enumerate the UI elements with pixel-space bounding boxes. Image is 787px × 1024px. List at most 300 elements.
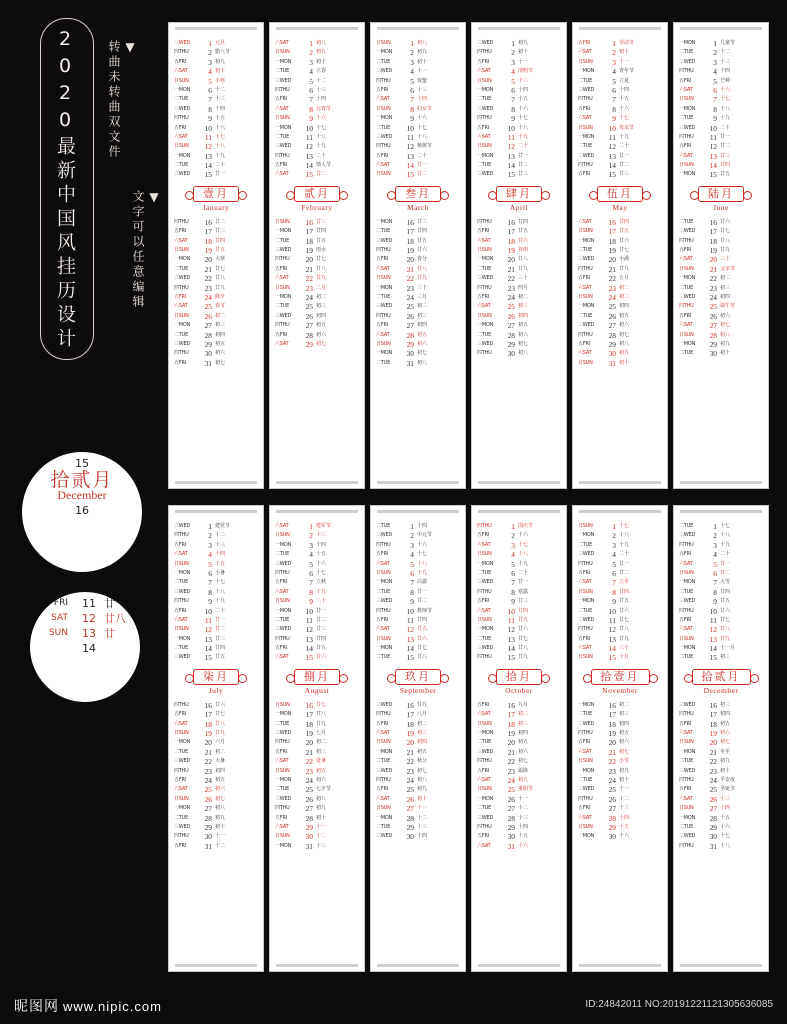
day-row (376, 729, 460, 738)
lunar-label: 初四 (518, 313, 528, 319)
lunar-label: 十二 (720, 49, 730, 56)
day-row (174, 48, 258, 57)
lunar-label: 十八 (619, 532, 629, 539)
day-row (679, 635, 763, 644)
lunar-label: 十七 (518, 542, 528, 548)
day-row (275, 842, 359, 851)
lunar-label: 廿七 (619, 247, 629, 253)
day-row (174, 757, 258, 766)
day-row (679, 152, 763, 161)
day-number: 24 (608, 292, 616, 302)
day-row (275, 550, 359, 559)
day-number: 11 (204, 615, 212, 625)
day-number: 6 (309, 85, 313, 95)
day-row (376, 720, 460, 729)
weekday-label: 五FRI (477, 532, 489, 539)
month-name-en: January (202, 202, 230, 212)
weekday-label: 三WED (174, 589, 191, 595)
weekday-label: 日SUN (376, 341, 391, 347)
lunar-label: 十四 (619, 814, 629, 821)
day-number: 31 (204, 841, 212, 851)
lunar-label: 廿九 (215, 730, 225, 736)
day-number: 15 (204, 170, 212, 180)
lunar-label: 廿六 (720, 607, 730, 614)
day-row (275, 67, 359, 76)
day-number: 21 (305, 747, 313, 757)
lunar-label: 大寒 (215, 256, 225, 263)
lunar-label: 廿七 (417, 645, 427, 651)
day-row (679, 653, 763, 662)
month-banner (275, 184, 359, 215)
lunar-label: 妇女节 (417, 106, 432, 112)
day-number: 8 (511, 587, 515, 597)
day-row (679, 349, 763, 358)
weekday-label: 四THU (679, 542, 694, 548)
weekday-label: 一MON (679, 275, 696, 282)
day-number: 28 (305, 813, 313, 823)
weekday-label: 五FRI (679, 143, 691, 150)
day-row (578, 635, 662, 644)
lunar-label: 初六 (619, 739, 629, 746)
day-number: 30 (507, 349, 515, 359)
lunar-label: 廿五 (215, 654, 225, 661)
month-name-en: June (713, 202, 729, 212)
day-number: 2 (410, 48, 414, 58)
day-number: 1 (713, 522, 717, 531)
lunar-label: 初三 (316, 749, 326, 755)
day-row (578, 625, 662, 634)
lunar-label: 廿五 (518, 228, 528, 235)
day-row (376, 246, 460, 255)
weekday-label: 日SUN (174, 796, 189, 802)
day-number: 17 (305, 227, 313, 237)
day-row (376, 114, 460, 123)
lunar-label: 寒露 (518, 589, 528, 595)
weekday-label: 五FRI (174, 542, 186, 548)
day-row (376, 39, 460, 48)
day-row (174, 625, 258, 634)
weekday-label: 二TUE (578, 77, 593, 84)
lunar-label: 廿一 (417, 589, 427, 595)
weekday-label: 一MON (174, 87, 191, 93)
lunar-label: 二十 (518, 570, 528, 576)
lunar-label: 腊八节 (215, 49, 230, 56)
day-row (477, 832, 561, 841)
lunar-label: 初七 (518, 758, 528, 765)
lunar-label: 三十 (518, 275, 528, 282)
day-row (275, 161, 359, 170)
day-row (578, 359, 662, 368)
lunar-label: 建党节 (215, 523, 230, 529)
strip-top-bar (175, 510, 257, 513)
day-number: 27 (305, 804, 313, 814)
weekday-label: 一MON (578, 303, 595, 310)
weekday-label: 五FRI (376, 617, 388, 623)
day-row (376, 653, 460, 662)
lunar-label: 十三 (720, 796, 730, 802)
weekday-label: 三WED (376, 767, 393, 774)
day-number: 12 (709, 625, 717, 635)
day-number: 4 (309, 67, 313, 77)
weekday-label: 五FRI (578, 171, 590, 178)
lunar-label: 初十 (518, 49, 528, 56)
month-strip (269, 22, 365, 489)
day-number: 16 (406, 217, 414, 227)
day-row (679, 560, 763, 569)
triangle-icon: ▼ (123, 40, 137, 57)
day-number: 28 (709, 330, 717, 340)
lunar-label: 廿二 (720, 570, 730, 576)
day-number: 25 (406, 302, 414, 312)
weekday-label: 三WED (679, 833, 696, 840)
day-number: 6 (208, 568, 212, 578)
day-row (275, 588, 359, 597)
weekday-label: 一MON (275, 294, 292, 300)
weekday-label: 日SUN (578, 824, 593, 830)
lunar-label: 初四 (518, 730, 528, 736)
day-number: 8 (612, 104, 616, 114)
day-number: 30 (507, 832, 515, 842)
day-row (376, 597, 460, 606)
day-number: 27 (709, 321, 717, 331)
weekday-label: 五FRI (578, 635, 590, 642)
month-banner (477, 184, 561, 215)
day-number: 7 (208, 95, 212, 105)
day-row (376, 255, 460, 264)
day-number: 22 (406, 274, 414, 284)
lunar-label: 十三 (215, 96, 225, 103)
lunar-label: 廿五 (316, 237, 326, 244)
day-number: 2 (713, 48, 717, 58)
weekday-label: 五FRI (578, 570, 590, 576)
lunar-label: 十三 (316, 87, 326, 93)
day-number: 20 (709, 255, 717, 265)
preview-lunar (104, 641, 130, 656)
day-number: 1 (309, 522, 313, 531)
weekday-label: 三WED (174, 523, 191, 529)
weekday-label: 日SUN (275, 767, 290, 774)
day-number: 9 (208, 114, 212, 124)
lunar-label: 初八 (417, 777, 427, 783)
lunar-label: 廿六 (720, 219, 730, 225)
day-row (174, 39, 258, 48)
weekday-label: 四THU (376, 711, 391, 718)
day-row (477, 644, 561, 653)
weekday-label: 二TUE (376, 523, 391, 529)
day-row (578, 227, 662, 236)
weekday-label: 五FRI (275, 331, 287, 338)
day-number: 19 (305, 246, 313, 256)
day-row (679, 767, 763, 776)
day-row (376, 616, 460, 625)
day-row (679, 340, 763, 349)
day-row (578, 58, 662, 67)
day-row (376, 48, 460, 57)
day-number: 17 (305, 710, 313, 720)
day-row (275, 560, 359, 569)
weekday-label: 日SUN (477, 247, 492, 253)
day-number: 20 (507, 255, 515, 265)
lunar-label: 初九 (215, 59, 225, 65)
day-row (679, 48, 763, 57)
weekday-label: 二TUE (376, 59, 391, 65)
weekday-label: 二TUE (477, 162, 492, 168)
day-row (275, 569, 359, 578)
day-number: 24 (305, 775, 313, 785)
lunar-label: 初六 (417, 341, 427, 347)
day-number: 26 (204, 794, 212, 804)
lunar-label: 廿二 (316, 171, 326, 178)
lunar-label: 廿一 (619, 560, 629, 567)
day-number: 12 (406, 142, 414, 152)
weekday-label: 一MON (376, 350, 393, 357)
month-name-cn: 伍月 (597, 186, 643, 202)
days-before (679, 39, 763, 180)
day-row (376, 359, 460, 368)
lunar-label: 七月 (316, 730, 326, 736)
day-row (174, 776, 258, 785)
lunar-label: 立春 (316, 68, 326, 74)
day-number: 14 (204, 161, 212, 171)
lunar-label: 初九 (518, 40, 528, 46)
day-row (578, 776, 662, 785)
day-number: 17 (406, 710, 414, 720)
day-row (174, 227, 258, 236)
weekday-label: 三WED (174, 654, 191, 661)
month-name-cn: 拾贰月 (692, 669, 751, 685)
weekday-label: 二TUE (679, 589, 694, 595)
day-number: 18 (709, 719, 717, 729)
lunar-label: 廿四 (417, 617, 427, 623)
day-number: 18 (305, 719, 313, 729)
weekday-label: 六SAT (376, 796, 390, 802)
days-before (275, 39, 359, 180)
day-row (578, 321, 662, 330)
day-number: 24 (305, 292, 313, 302)
day-number: 27 (709, 804, 717, 814)
lunar-label: 廿七 (215, 711, 225, 718)
lunar-label: 廿九 (619, 266, 629, 272)
day-row (578, 152, 662, 161)
weekday-label: 一MON (376, 814, 393, 821)
lunar-label: 十月 (619, 654, 629, 661)
day-number: 9 (410, 597, 414, 607)
day-number: 8 (208, 587, 212, 597)
lunar-label: 十九 (215, 598, 225, 604)
day-row (477, 67, 561, 76)
weekday-label: 二TUE (174, 814, 189, 821)
day-number: 26 (507, 794, 515, 804)
day-row (275, 58, 359, 67)
lunar-label: 初七 (316, 341, 326, 347)
lunar-label: 初七 (215, 360, 225, 366)
day-number: 23 (305, 766, 313, 776)
lunar-label: 初十 (417, 796, 427, 802)
lunar-label: 十五 (215, 560, 225, 567)
day-row (477, 58, 561, 67)
day-row (477, 255, 561, 264)
day-number: 22 (305, 757, 313, 767)
weekday-label: 五FRI (174, 124, 186, 131)
day-number: 5 (612, 559, 616, 569)
lunar-label: 十一 (619, 59, 629, 65)
lunar-label: 十六 (518, 532, 528, 539)
lunar-label: 廿七 (720, 617, 730, 623)
day-number: 23 (608, 766, 616, 776)
day-row (174, 152, 258, 161)
lunar-label: 初九 (417, 49, 427, 56)
day-row (578, 588, 662, 597)
day-number: 5 (208, 559, 212, 569)
lunar-label: 初十 (619, 777, 629, 783)
day-number: 28 (406, 813, 414, 823)
day-number: 2 (208, 531, 212, 541)
weekday-label: 四THU (174, 702, 189, 708)
day-number: 8 (208, 104, 212, 114)
day-number: 20 (709, 738, 717, 748)
days-after (275, 701, 359, 851)
day-row (578, 607, 662, 616)
day-number: 14 (204, 644, 212, 654)
weekday-label: 四THU (275, 635, 290, 642)
day-number: 5 (713, 76, 717, 86)
day-row (477, 757, 561, 766)
weekday-label: 四THU (578, 626, 593, 633)
day-row (275, 607, 359, 616)
weekday-label: 二TUE (275, 303, 290, 310)
weekday-label: 一MON (477, 322, 494, 328)
day-number: 27 (305, 321, 313, 331)
weekday-label: 二TUE (679, 115, 694, 121)
lunar-label: 二十 (316, 152, 326, 159)
day-number: 31 (507, 841, 515, 851)
weekday-label: 日SUN (578, 294, 593, 300)
weekday-label: 日SUN (578, 758, 593, 765)
lunar-label: 廿四 (215, 645, 225, 651)
day-number: 15 (305, 170, 313, 180)
lunar-label: 初二 (518, 294, 528, 300)
lunar-label: 立冬 (619, 579, 629, 586)
day-row (376, 578, 460, 587)
lunar-label: 十七 (518, 115, 528, 121)
day-row (174, 597, 258, 606)
weekday-label: 日SUN (578, 523, 593, 529)
lunar-label: 十七 (215, 134, 225, 140)
day-number: 9 (309, 597, 313, 607)
days-after (477, 701, 561, 851)
weekday-label: 日SUN (174, 560, 189, 567)
note-2 (130, 190, 161, 390)
month-name-cn: 壹月 (193, 186, 239, 202)
weekday-label: 二TUE (679, 523, 694, 529)
day-row (477, 114, 561, 123)
lunar-label: 中元节 (417, 532, 432, 539)
day-row (275, 77, 359, 86)
day-number: 12 (204, 142, 212, 152)
day-row (578, 644, 662, 653)
weekday-label: 三WED (477, 749, 494, 755)
lunar-label: 十一 (316, 824, 326, 830)
lunar-label: 廿六 (518, 626, 528, 633)
day-row (275, 293, 359, 302)
weekday-label: 一MON (275, 124, 292, 131)
day-row (376, 785, 460, 794)
day-row (275, 227, 359, 236)
lunar-label: 秋分 (417, 758, 427, 765)
lunar-label: 元旦 (215, 40, 225, 46)
lunar-label: 五月 (619, 275, 629, 282)
weekday-label: 四THU (376, 607, 391, 614)
day-row (376, 795, 460, 804)
weekday-label: 五FRI (477, 228, 489, 235)
preview-top-number: 15 (75, 457, 89, 470)
day-row (275, 804, 359, 813)
day-row (578, 95, 662, 104)
day-row (578, 67, 662, 76)
weekday-label: 一MON (679, 814, 696, 821)
month-name-cn: 捌月 (294, 669, 340, 685)
day-number: 3 (713, 540, 717, 550)
lunar-label: 廿六 (417, 635, 427, 642)
day-number: 28 (608, 813, 616, 823)
day-row (174, 550, 258, 559)
weekday-label: 五FRI (477, 702, 489, 708)
lunar-label: 初九 (720, 758, 730, 765)
day-row (679, 321, 763, 330)
lunar-label: 十六 (215, 124, 225, 131)
lunar-label: 初四 (215, 767, 225, 774)
lunar-label: 清明节 (518, 68, 533, 74)
lunar-label: 廿四 (720, 162, 730, 168)
weekday-label: 三WED (174, 275, 191, 282)
lunar-label: 十八 (215, 589, 225, 595)
lunar-label: 初二 (215, 313, 225, 319)
day-row (376, 312, 460, 321)
day-row (679, 246, 763, 255)
day-row (578, 39, 662, 48)
lunar-label: 初五 (619, 313, 629, 319)
day-row (679, 522, 763, 531)
weekday-label: 三WED (174, 106, 191, 112)
weekday-label: 一MON (174, 322, 191, 328)
day-row (174, 359, 258, 368)
days-before (679, 522, 763, 663)
weekday-label: 六SAT (376, 331, 390, 338)
weekday-label: 日SUN (679, 739, 694, 746)
month-banner (477, 667, 561, 698)
weekday-label: 四THU (477, 284, 492, 291)
day-number: 3 (511, 57, 515, 67)
month-name-en: November (602, 685, 638, 695)
day-number: 13 (709, 634, 717, 644)
day-number: 3 (713, 57, 717, 67)
lunar-label: 大暑 (215, 758, 225, 765)
weekday-label: 五FRI (679, 617, 691, 623)
weekday-label: 六SAT (376, 266, 390, 272)
lunar-label: 初九 (619, 350, 629, 357)
day-number: 21 (406, 747, 414, 757)
day-row (477, 635, 561, 644)
strip-top-bar (377, 27, 459, 30)
day-row (477, 293, 561, 302)
weekday-label: 五FRI (275, 749, 287, 755)
day-row (275, 331, 359, 340)
lunar-label: 十七 (619, 115, 629, 121)
weekday-label: 六SAT (578, 219, 592, 225)
day-row (275, 729, 359, 738)
weekday-label: 六SAT (679, 560, 693, 567)
day-number: 16 (204, 700, 212, 710)
